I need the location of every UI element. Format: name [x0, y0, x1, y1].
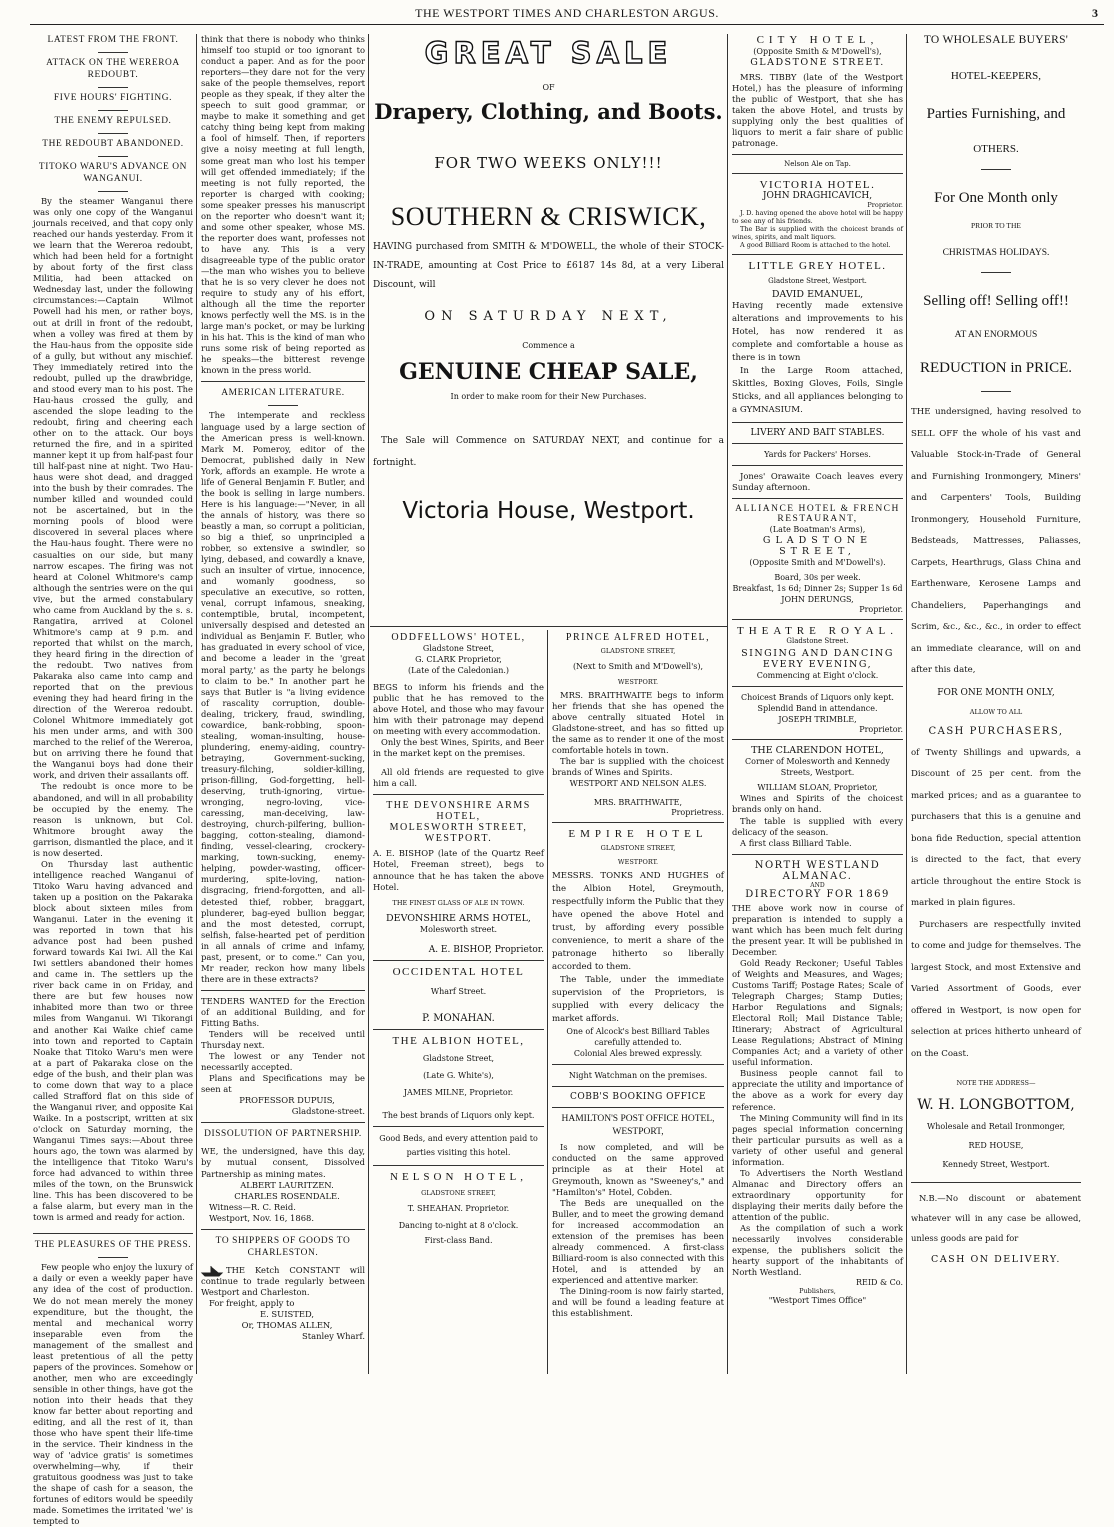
ad-text: THE undersigned, having resolved to SELL OFF the whole of his vast and Valuable Stock-in-Trade of General and Furnishing Ironmongery, Miners' and Carpenters' Tools, Building Ironmongery, Household Furniture, Bedsteads, Mattresses, Paliasses, Carpets, Hearthrugs, Glass China and Earthenware, Kerosene Lamps and Chandeliers, Paperhangings and Scrim, &c., &c., &c., in order to effect an immediate clearance, will on and after this date, — [911, 407, 1081, 675]
hotel-name: LITTLE GREY HOTEL. — [748, 260, 887, 273]
ad-text: Or, THOMAS ALLEN, — [241, 1319, 333, 1330]
ad-text: WE, the undersigned, have this day, by mutual consent, Dissolved Partnership as mining mates. — [201, 1146, 365, 1179]
almanac-title: NORTH WESTLAND ALMANAC. — [754, 859, 881, 882]
great-sale-ad — [370, 34, 727, 624]
ad-text: The best brands of Liquors only kept. — [382, 1110, 535, 1120]
ad-text: To Advertisers the North Westland Almanac and Directory offers an extraordinary opportunity for displaying their merits daily before the attention of the public. — [732, 1167, 903, 1222]
theatre-name: THEATRE ROYAL. — [736, 625, 899, 638]
ads-column-4 — [549, 632, 727, 1372]
hotel-name: VICTORIA HOTEL. — [759, 179, 876, 192]
tenders-ad — [201, 996, 365, 1118]
ad-text: OF — [542, 83, 555, 92]
ad-text: The Mining Community will find in its pages special information concerning their particular pursuits as well as a variety of other useful and general information. — [732, 1112, 903, 1167]
ad-text: (Opposite Smith & M'Dowell's), — [753, 47, 882, 56]
ad-text: Proprietor. — [859, 605, 903, 615]
ad-text: GLADSTONE STREET. — [750, 57, 885, 68]
ad-text: of Twenty Shillings and upwards, a Discount of 25 per cent. from the marked prices; and as a guarantee to purchasers that this is a genuine and bona fide Reduction, special attention is directed to the fact, that every article throughout the entire Stock is marked in plain figures. — [911, 747, 1081, 908]
ad-text: THE FINEST GLASS OF ALE IN TOWN. — [392, 898, 525, 907]
article-paragraph: The intemperate and reckless language used by a large section of the American press is well-known. Mark M. Pomeroy, editor of the Democrat, published daily in New York, affords an example. He wrote a life of General Benjamin F. Butler, and the book is selling in large numbers. Here is his language:—"Never, in all the annals of history, was there so beastly a man, so corrupt a politician, so big a thief, so unprincipled a robber, so extensive a swindler, so lying, debased, and cowardly a knave, such an insulter of virtue, innocence, and womanly goodness, so speculative an executive, so rotten, venal, corrupt infamous, sneaking, contemptible, brutal, incompetent, universally despised and detested an individual as Benjamin F. Butler, who has graduated in every school of vice, and become a leader in the 'great moral party,' as the party he belongs to claim to be." In another part he says that Butler is "a living evidence of rascality corruption, double-dealing, trickery, fraud, swindling, cowardice, bank-robbing, spoon-stealing, woman-insulting, house-plundering, enemy-aiding, country-betraying, Government-sucking, treasury-filching, soldier-killing, prison-filling, God-forgetting, hell-deserving, truth-ignoring, virtue-wronging, negro-loving, vice-caressing, man-deceiving, law-destroying, church-pilfering, bullion-bagging, cotton-stealing, diamond-finding, vessel-clearing, crockery-marking, town-sucking, enemy-helping, powder-wasting, officer-murdering, spite-loving, nation-disgracing, friend-forgotten, and all-detested thief, robber, braggart, plunderer, bag-eyed bullion beggar, and the most detested, corrupt, selfish, false-hearted pet of perdition in all annals of crime and infamy, past, present, or to come." Can you, Mr reader, reckon how many libels there are in these extracts? — [201, 410, 365, 984]
ad-text: Gladstone Street, Westport. — [768, 277, 867, 286]
headline: TITOKO WARU'S ADVANCE ON WANGANUI. — [38, 162, 188, 184]
ironmonger-ad — [908, 34, 1084, 1374]
ad-text: Commence a — [522, 341, 575, 350]
ad-text — [373, 430, 724, 474]
ad-text: CASH ON DELIVERY. — [931, 1254, 1061, 1265]
ad-text: CHARLES ROSENDALE. — [234, 1190, 340, 1201]
ad-text: WESTPORT AND NELSON ALES. — [569, 779, 707, 789]
ad-heading: CHRISTMAS HOLIDAYS. — [942, 248, 1050, 258]
hotel-name: HAMILTON'S POST OFFICE HOTEL, WESTPORT, — [561, 1114, 715, 1138]
ad-text: Kennedy Street, Westport. — [942, 1160, 1050, 1169]
ad-text: MRS. TIBBY (late of the Westport Hotel,) has the pleasure of informing the public of Westport, that she has taken the above Hotel, and trusts by supplying only the best qualities of liquors to merit a fair share of public patronage. — [732, 72, 903, 149]
ad-text: The bar is supplied with the choicest brands of Wines and Spirits. — [552, 756, 724, 778]
ad-title: TO SHIPPERS OF GOODS TO CHARLESTON. — [215, 1235, 351, 1258]
ad-heading: REDUCTION in PRICE. — [919, 360, 1073, 376]
ad-text: Wines and Spirits of the choicest brands only on hand. — [732, 793, 903, 815]
ad-heading: HOTEL-KEEPERS, — [950, 70, 1042, 82]
ad-text: A. E. BISHOP (late of the Quartz Reef Hotel, Freeman street), begs to announce that he has taken the above Hotel. — [373, 848, 544, 892]
ad-text: AT AN ENORMOUS — [954, 330, 1038, 340]
hotel-name: THE ALBION HOTEL, — [392, 1034, 525, 1047]
hotel-name: NELSON HOTEL, — [390, 1170, 527, 1183]
ad-text: MRS. BRAITHWAITE begs to inform her friends that she has opened the above centrally situated Hotel in Gladstone-street, and has so fitted up the same as to render it one of the most comfortable hotels in town. — [552, 690, 724, 756]
two-weeks-heading: FOR TWO WEEKS ONLY!!! — [434, 154, 663, 172]
ad-text: (Next to Smith and M'Dowell's), — [572, 662, 704, 671]
ad-text: GLADSTONE STREET, — [762, 535, 873, 558]
headline: THE ENEMY REPULSED. — [54, 116, 172, 126]
article-title: THE PLEASURES OF THE PRESS. — [34, 1240, 192, 1251]
ad-title: DISSOLUTION OF PARTNERSHIP. — [204, 1129, 362, 1140]
cobbs-booking-office: COBB'S BOOKING OFFICE — [569, 1092, 707, 1103]
headline: THE REDOUBT ABANDONED. — [42, 139, 184, 149]
great-sale-heading: GREAT SALE — [424, 36, 673, 70]
ad-text: Night Watchman on the premises. — [568, 1071, 708, 1081]
news-column-1 — [30, 34, 196, 1527]
ad-text: Gladstone Street, — [422, 1053, 495, 1063]
ad-text: G. CLARK Proprietor, — [415, 655, 502, 664]
ad-text: Corner of Molesworth and Kennedy Streets, Westport. — [745, 757, 890, 778]
ad-text: DEVONSHIRE ARMS HOTEL, — [386, 912, 531, 924]
hotel-name: CITY HOTEL, — [756, 34, 879, 46]
ad-text: PRIOR TO THE — [970, 221, 1021, 230]
ad-text: Splendid Band in attendance. — [757, 704, 878, 714]
ads-column-3 — [370, 632, 547, 1372]
ad-text: J. D. having opened the above hotel will be happy to see any of his friends. — [732, 209, 903, 226]
ad-text: GLADSTONE STREET, — [600, 844, 676, 853]
ad-text: In the Large Room attached, Skittles, Boxing Gloves, Foils, Single Sticks, and all appliances belonging to a GYMNASIUM. — [732, 366, 903, 416]
ad-text: The Beds are unequalled on the Buller, and to meet the growing demand for increased accommodation an extension of the premises has been already commenced. A first-class Billiard-room is also connected with this Hotel, and is attended by an experienced and attentive marker. — [552, 1197, 724, 1285]
ad-text: (Late of the Caledonian.) — [407, 666, 510, 675]
ads-column-5 — [729, 34, 906, 1374]
ad-text: GLADSTONE STREET, — [421, 1188, 496, 1197]
ad-text: HAVING purchased from SMITH & M'DOWELL, the whole of their STOCK-IN-TRADE, amounting at Cost Price to £6187 14s 8d, at a very Liberal Discount, will — [373, 242, 724, 290]
ad-text: Gladstone-street. — [291, 1106, 365, 1117]
ad-text: Plans and Specifications may be seen at — [201, 1073, 365, 1095]
ad-text: SINGING AND DANCING EVERY EVENING, — [741, 648, 894, 671]
ad-text: Board, 30s per week. — [774, 573, 861, 583]
ad-text: REID & Co. — [856, 1278, 903, 1288]
ad-text: Tenders will be received until Thursday next. — [201, 1029, 365, 1051]
ad-text: T. SHEAHAN. Proprietor. — [407, 1203, 510, 1213]
ad-text: Wharf Street. — [430, 986, 487, 996]
hotel-name: PRINCE ALFRED HOTEL, — [565, 632, 711, 643]
page-number: 3 — [1092, 6, 1098, 20]
ad-text: In order to make room for their New Purchases. — [450, 392, 647, 401]
ad-text: Wholesale and Retail Ironmonger, — [926, 1122, 1066, 1131]
article-paragraph: The redoubt is once more to be abandoned, and will in all probability be occupied by the enemy. The reason is unknown, but Col. Whitmore brought away the garrison, dismantled the place, and it is now deserted. — [33, 781, 193, 858]
ad-text: Commencing at Eight o'clock. — [756, 671, 879, 681]
ad-text: MOLESWORTH STREET, WESTPORT. — [389, 822, 528, 845]
ad-text: The Dining-room is now fairly started, and will be found a leading feature at this establishment. — [552, 1285, 724, 1319]
ad-text: WILLIAM SLOAN, Proprietor, — [757, 783, 878, 793]
ad-text: "Westport Times Office" — [768, 1296, 867, 1306]
hotel-name: THE CLARENDON HOTEL, — [751, 745, 884, 757]
ad-text: Purchasers are respectfully invited to come and judge for themselves. The largest Stock, and most Extensive and Varied Assortment of Goods, ever offered in Westport, is now open for selection at prices hitherto unheard of on the Coast. — [911, 919, 1081, 1059]
column-divider — [368, 34, 369, 1374]
ad-text: DIRECTORY FOR 1869 — [745, 888, 890, 900]
ad-text: The Table, under the immediate supervision of the Proprietors, is supplied with every delicacy the market affords. — [552, 975, 724, 1025]
hotel-name: EMPIRE HOTEL — [568, 828, 708, 841]
ad-text: WESTPORT. — [617, 858, 659, 867]
firm-name: SOUTHERN & CRISWICK, — [390, 202, 707, 231]
ad-text: Colonial Ales brewed expressly. — [573, 1049, 703, 1059]
ad-text: Gladstone Street, — [422, 644, 495, 653]
headline: LATEST FROM THE FRONT. — [47, 35, 179, 45]
genuine-sale-heading: GENUINE CHEAP SALE, — [399, 359, 698, 385]
ad-text: AND — [810, 881, 825, 889]
ship-icon — [201, 1266, 223, 1276]
hotel-name: OCCIDENTAL HOTEL — [392, 965, 525, 978]
ad-text: Dancing to-night at 8 o'clock. — [398, 1220, 519, 1230]
ad-text: (Late G. White's), — [423, 1070, 494, 1080]
ad-text: The Bar is supplied with the choicest brands of wines, spirits, and malt liquors. — [732, 225, 903, 242]
ad-text: JAMES MILNE, Proprietor. — [403, 1087, 514, 1097]
column-divider — [906, 34, 907, 1374]
ad-text: First-class Band. — [424, 1235, 493, 1245]
ad-text: Yards for Packers' Horses. — [764, 450, 871, 460]
shippers-ad — [201, 1265, 365, 1342]
article-paragraph: By the steamer Wanganui there was only one copy of the Wanganui journals received, and that copy only reached our hands yesterday. From it we learn that the Wereroa redoubt, which had been held for a fortnight by about forty of the first class Militia, had been attacked on Wednesday last, under the following circumstances:—Captain Wilmot Powell had his men, or rather boys, out at drill in front of the redoubt, when a volley was fired at them by the Hau-haus from the opposite side of a gully, but without any mischief. They immediately retired into the redoubt, pulled up the drawbridge, and stood every man to his post. The Hau-haus crossed the gully, and ascended the slope leading to the redoubt, firing and cheering each other on to the attack. Our boys returned the fire, and in a spirited manner kept it up from half-past four till half-past nine at night. Two Hau-haus were shot dead, and dragged into the bush by their comrades. The number killed and wounded could not be ascertained, but in the morning pools of blood were discovered in several places where the Hau-haus fought. There were no casualties on our side, but many narrow escapes. The firing was not heard at Colonel Whitmore's camp although the sentries were on the qui vive, but the armed constabulary who came from Auckland by the s. s. Rangatira, arrived at Colonel Whitmore's camp at 9 p.m. and reported that whilst on the march, they heard firing in the direction of the redoubt. Two natives from Pakaraka also came into camp and reported that on the previous evening they had heard firing in the direction of the Wereroa redoubt. Colonel Whitmore immediately got his men under arms, and with 300 marched to the relief of the Wereroa, but on arriving there he found that the Wanganui boys had done their work, and driven their assailants off. — [33, 196, 193, 781]
ad-text: A first class Billiard Table. — [740, 837, 852, 848]
ad-text: E. SUISTED, — [259, 1308, 315, 1319]
ad-text: Publishers, — [799, 1287, 836, 1296]
goods-heading: Drapery, Clothing, and Boots. — [374, 99, 723, 124]
masthead — [30, 6, 1104, 25]
news-column-2 — [198, 34, 368, 1374]
ad-text: P. MONAHAN. — [422, 1012, 495, 1024]
ad-text: Stanley Wharf. — [302, 1331, 365, 1342]
ad-text: Having recently made extensive alterations and improvements to his Hotel, has now rendered it as complete and comfortable a house as there is in town — [732, 301, 903, 364]
ad-text: NOTE THE ADDRESS— — [956, 1079, 1036, 1087]
ad-text: Good Beds, and every attention paid to parties visiting this hotel. — [379, 1133, 538, 1157]
ad-heading: Selling off! Selling off!! — [923, 293, 1069, 309]
hotel-name: ALLIANCE HOTEL & FRENCH RESTAURANT, — [735, 504, 900, 525]
column-divider — [727, 34, 728, 1374]
ad-heading: For One Month only — [934, 190, 1058, 206]
ad-text: (Opposite Smith and M'Dowell's). — [749, 558, 886, 568]
ad-text: LIVERY AND BAIT STABLES. — [750, 428, 885, 439]
ad-text: Gladstone Street. — [786, 637, 849, 646]
ad-text: For freight, apply to — [209, 1297, 295, 1308]
ad-text: Breakfast, 1s 6d; Dinner 2s; Supper 1s 6d — [732, 584, 903, 594]
ad-text: Proprietress. — [671, 808, 724, 818]
headline: FIVE HOURS' FIGHTING. — [53, 93, 173, 103]
ad-heading: TO WHOLESALE BUYERS' — [923, 34, 1069, 46]
ad-text: JOSEPH TRIMBLE, — [778, 715, 857, 725]
on-saturday: ON SATURDAY NEXT, — [424, 309, 673, 324]
ad-text: The table is supplied with every delicacy of the season. — [732, 815, 903, 837]
ad-text: CASH PURCHASERS, — [928, 725, 1064, 737]
ad-heading: Parties Furnishing, and — [926, 106, 1066, 122]
ad-text: The Sale will Commence on SATURDAY NEXT, and continue for a fortnight. — [373, 436, 724, 468]
ad-text: THE above work now in course of preparation is intended to supply a want which has been much felt during the present year. It will be published in December. — [732, 902, 903, 957]
victoria-house-heading: Victoria House, Westport. — [402, 498, 695, 524]
ad-text: Jones' Orawaite Coach leaves every Sunday afternoon. — [732, 471, 903, 493]
ad-text: GLADSTONE STREET, — [600, 647, 676, 655]
ad-text: FOR ONE MONTH ONLY, — [937, 687, 1055, 698]
ad-text: MRS. BRAITHWAITE, — [593, 798, 683, 808]
ad-text: BEGS to inform his friends and the public that he has removed to the above Hotel, and those who may favour him with their patronage may depend on meeting with every accommodation. — [373, 682, 544, 737]
ad-text: One of Alcock's best Billiard Tables carefully attended to. — [566, 1027, 710, 1048]
ad-text: Witness—R. C. Reid. — [209, 1201, 296, 1212]
ad-text: MESSRS. TONKS AND HUGHES of the Albion Hotel, Greymouth, respectfully inform the Public that they have opened the above Hotel and trust, by affording every possible convenience, to merit a share of the patronage hitherto so liberally accorded to them. — [552, 871, 724, 973]
dissolution-ad — [201, 1146, 365, 1223]
ad-text: A. E. BISHOP, Proprietor. — [428, 944, 544, 955]
ad-text: PROFESSOR DUPUIS, — [239, 1095, 335, 1106]
ad-text: JOHN DERUNGS, — [781, 595, 854, 605]
ad-heading: OTHERS. — [973, 143, 1019, 155]
hotel-name: THE DEVONSHIRE ARMS HOTEL, — [386, 800, 531, 823]
article-paragraph: On Thursday last authentic intelligence reached Wanganui of Titoko Waru having advanced and taken up a position on the Pakaraka block about sixteen miles from Wanganui. Later in the evening it was reported in town that his advance post had been pushed forward towards Kai Iwi. All the Kai Iwi settlers abandoned their homes and came in. The settlers up the river back came in on Friday, and there are but few houses now inhabited more than two or three miles from Wanganui. Wi Tikorangi and another Kai Waike chief came into town and reported to Captain Noake that Titoko Waru's men were at a part of Pakaraka close on the edge of the bush, and their plan was to come down that way to a place called Strafford flat on this side of the Wanganui river, and opposite Kai Waike. In a postscript, written at six o'clock on Saturday morning, the Wanganui Times says:—About three hours ago, the town was alarmed by the intelligence that Titoko Waru's force had advanced to within three miles of the town, on the Brunswick line. This has been discovered to be a false alarm, but every man in the town is armed and ready for action. — [33, 858, 193, 1223]
ad-text: Is now completed, and will be conducted on the same approved principle as at their Hotel at Greymouth, known as "Sweeney's," and "Hamilton's" Hotel, Cobden. — [552, 1142, 724, 1197]
newspaper-title: THE WESTPORT TIMES AND CHARLESTON ARGUS. — [415, 6, 719, 20]
ad-text: Choicest Brands of Liquors only kept. — [741, 693, 894, 703]
ad-text: The lowest or any Tender not necessarily accepted. — [201, 1051, 365, 1073]
merchant-name: W. H. LONGBOTTOM, — [917, 1097, 1075, 1113]
ad-text: Business people cannot fail to appreciate the utility and importance of the above as a work for every day reference. — [732, 1068, 903, 1112]
ad-text: Proprietor. — [859, 725, 903, 735]
hotel-name: ODDFELLOWS' HOTEL, — [391, 632, 526, 643]
ad-text: ALLOW TO ALL — [969, 707, 1023, 716]
ad-text: WESTPORT. — [617, 678, 659, 686]
ad-text: Only the best Wines, Spirits, and Beer in the market kept on the premises. — [373, 737, 544, 759]
ad-text: All old friends are requested to give him a call. — [373, 767, 544, 789]
ad-text: N.B.—No discount or abatement whatever will in any case be allowed, unless goods are paid for — [911, 1193, 1081, 1243]
ad-text: ALBERT LAURITZEN. — [240, 1179, 334, 1190]
ad-text: As the compilation of such a work necessarily involves considerable expense, the publishers solicit the hearty support of the inhabitants of North Westland. — [732, 1223, 903, 1278]
ad-text: TENDERS WANTED for the Erection of an additional Building, and for Fitting Baths. — [201, 995, 365, 1028]
ad-text: THE Ketch CONSTANT will continue to trade regularly between Westport and Charleston. — [201, 1264, 365, 1297]
article-paragraph: Few people who enjoy the luxury of a daily or even a weekly paper have any idea of the cost of production. We do not mean merely the money expenditure, but the thought, the mental and mechanical worry inseparable even from the management of the smallest and least pretentious of all the petty papers of the provinces. Somehow or another, men who are exceedingly sensible in other things, have got the notion into their heads that they know far better about reporting and editing, and all the rest of it, than those who have spent their life-time in the service. Their kindness in the way of 'advice gratis' is sometimes overwhelming—why, if their gratuitous goodness was just to take the shape of cash for a season, the fortunes of editors would be speedily made. Sometimes the irritated 'we' is tempted to — [33, 1262, 193, 1527]
ad-text: A good Billiard Room is attached to the hotel. — [740, 241, 891, 250]
headline: ATTACK ON THE WEREROA REDOUBT. — [46, 58, 180, 80]
ad-text — [373, 238, 724, 295]
ad-text: Westport, Nov. 16, 1868. — [209, 1212, 315, 1223]
article-paragraph: think that there is nobody who thinks himself too stupid or too ignorant to conduct a paper. And as for the poor reporters—they dare not for the very sake of the people themselves, report people as they speak, if they alter the speech to suit good grammar, or maybe to make it something and get catchy thing being kept from making a fool of himself. Then, if reporters give a noisy meeting at full length, some great man who lost his temper will get offended immediately; if the meeting is not fully reported, the reporter is charged with cooking; some speaker presses his manuscript on the reporter who doesn't want it; and some other speaker, whose MS. the reporter does want, professes not to have any. This is a very disagreeable type of the public orator—the man who wishes you to believe that he is so very clever he does not require to study any of his effort, although all the time the reporter knows perfectly well the MS. is in the large man's pocket, or may be lurking in his hat. This is the kind of man who runs some risk of being reported as he speaks—the bitterest revenge known in the press world. — [201, 34, 365, 376]
ad-text: (Late Boatman's Arms), — [769, 525, 866, 535]
ad-text: RED HOUSE, — [968, 1141, 1024, 1150]
article-title: AMERICAN LITERATURE. — [221, 388, 345, 399]
ad-text: Nelson Ale on Tap. — [784, 160, 851, 169]
column-divider — [547, 630, 548, 1374]
ad-text: Proprietor. — [867, 201, 903, 210]
ad-text: JOHN DRAGHICAVICH, — [762, 191, 873, 202]
ad-text: Gold Ready Reckoner; Useful Tables of Weights and Measures, and Wages; Customs Tariff; Postage Rates; Scale of Telegraph Charges; Stamp Duties; Harbor Regulations and Signals; Electoral Roll; Mail Distance Table; Itinerary; Abstract of Agricultural Lease Regulations; Abstract of Mining Companies Act; and a variety of other useful information. — [732, 957, 903, 1068]
ad-text: DAVID EMANUEL, — [771, 289, 864, 301]
ad-text: Molesworth street. — [419, 924, 498, 934]
column-divider — [196, 34, 197, 1374]
